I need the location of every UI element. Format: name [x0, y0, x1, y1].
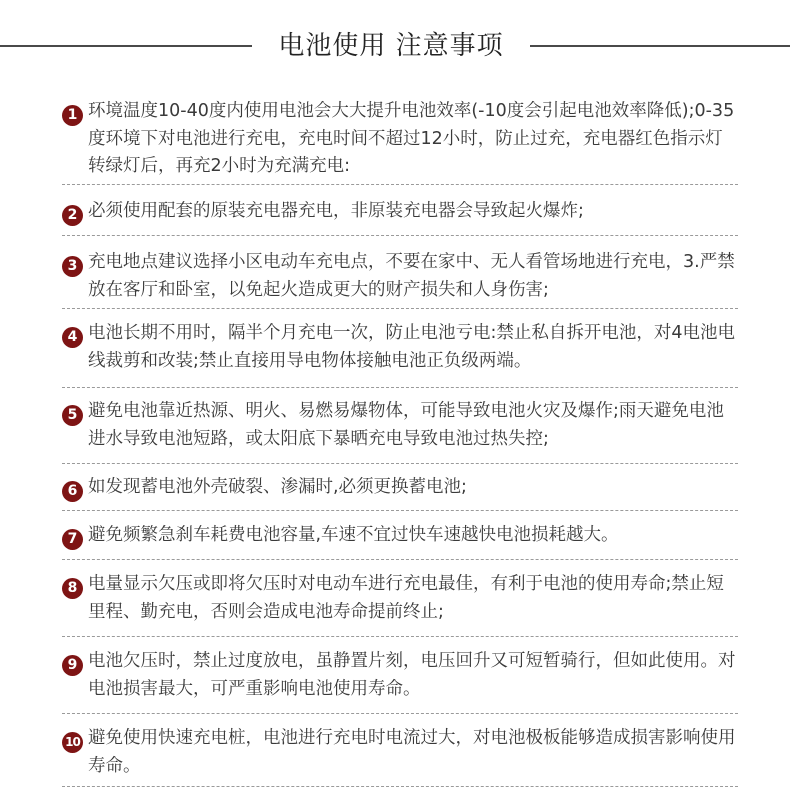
notice-item-1	[62, 98, 738, 180]
number-badge-icon: 8	[62, 578, 83, 599]
dashed-divider	[62, 387, 738, 388]
dashed-divider	[62, 510, 738, 511]
notice-item-2	[62, 198, 738, 226]
notice-item-7	[62, 522, 738, 550]
number-badge-icon: 2	[62, 205, 83, 226]
notice-text: 电池欠压时，禁止过度放电，虽静置片刻，电压回升又可短暂骑行，但如此使用。对电池损害最大，可严重影响电池使用寿命。	[88, 651, 736, 699]
notice-item-3	[62, 249, 738, 304]
notice-item-8	[62, 571, 738, 626]
notice-item-5	[62, 398, 738, 453]
notice-text: 避免电池靠近热源、明火、易燃易爆物体，可能导致电池火灾及爆作;雨天避免电池进水导致电池短路，或太阳底下暴晒充电导致电池过热失控;	[88, 401, 724, 449]
header-rule-left	[0, 45, 252, 47]
number-badge-icon: 5	[62, 405, 83, 426]
number-badge-icon: 10	[62, 732, 83, 753]
notice-text: 电池长期不用时，隔半个月充电一次，防止电池亏电:禁止私自拆开电池，对4电池电线裁剪和改装;禁止直接用导电物体接触电池正负级两端。	[88, 323, 736, 371]
notice-text: 环境温度10-40度内使用电池会大大提升电池效率(-10度会引起电池效率降低);0-35度环境下对电池进行充电，充电时间不超过12小时，防止过充，充电器红色指示灯转绿灯后，再充2小时为充满充电:	[88, 101, 735, 176]
notice-text: 避免使用快速充电桩，电池进行充电时电流过大，对电池极板能够造成损害影响使用寿命。	[88, 728, 736, 776]
dashed-divider	[62, 463, 738, 464]
dashed-divider	[62, 184, 738, 185]
notice-item-6	[62, 474, 738, 502]
page-header	[0, 26, 790, 66]
number-badge-icon: 7	[62, 529, 83, 550]
notice-text: 电量显示欠压或即将欠压时对电动车进行充电最佳，有利于电池的使用寿命;禁止短里程、勤充电，否则会造成电池寿命提前终止;	[88, 574, 724, 622]
page-title: 电池使用 注意事项	[278, 31, 504, 61]
notice-text: 如发现蓄电池外壳破裂、渗漏时,必须更换蓄电池;	[88, 477, 467, 497]
dashed-divider	[62, 559, 738, 560]
notice-text: 必须使用配套的原装充电器充电，非原装充电器会导致起火爆炸;	[88, 201, 584, 221]
number-badge-icon: 1	[62, 105, 83, 126]
number-badge-icon: 4	[62, 327, 83, 348]
dashed-divider	[62, 713, 738, 714]
notice-item-4	[62, 320, 738, 375]
notice-item-9	[62, 648, 738, 703]
notice-text: 充电地点建议选择小区电动车充电点，不要在家中、无人看管场地进行充电，3.严禁放在客厅和卧室，以免起火造成更大的财产损失和人身伤害;	[88, 252, 735, 300]
number-badge-icon: 3	[62, 256, 83, 277]
notice-item-10	[62, 725, 738, 780]
header-rule-right	[530, 45, 790, 47]
dashed-divider	[62, 786, 738, 787]
dashed-divider	[62, 308, 738, 309]
notice-text: 避免频繁急刹车耗费电池容量,车速不宜过快车速越快电池损耗越大。	[88, 525, 619, 545]
number-badge-icon: 9	[62, 655, 83, 676]
number-badge-icon: 6	[62, 481, 83, 502]
dashed-divider	[62, 636, 738, 637]
dashed-divider	[62, 235, 738, 236]
